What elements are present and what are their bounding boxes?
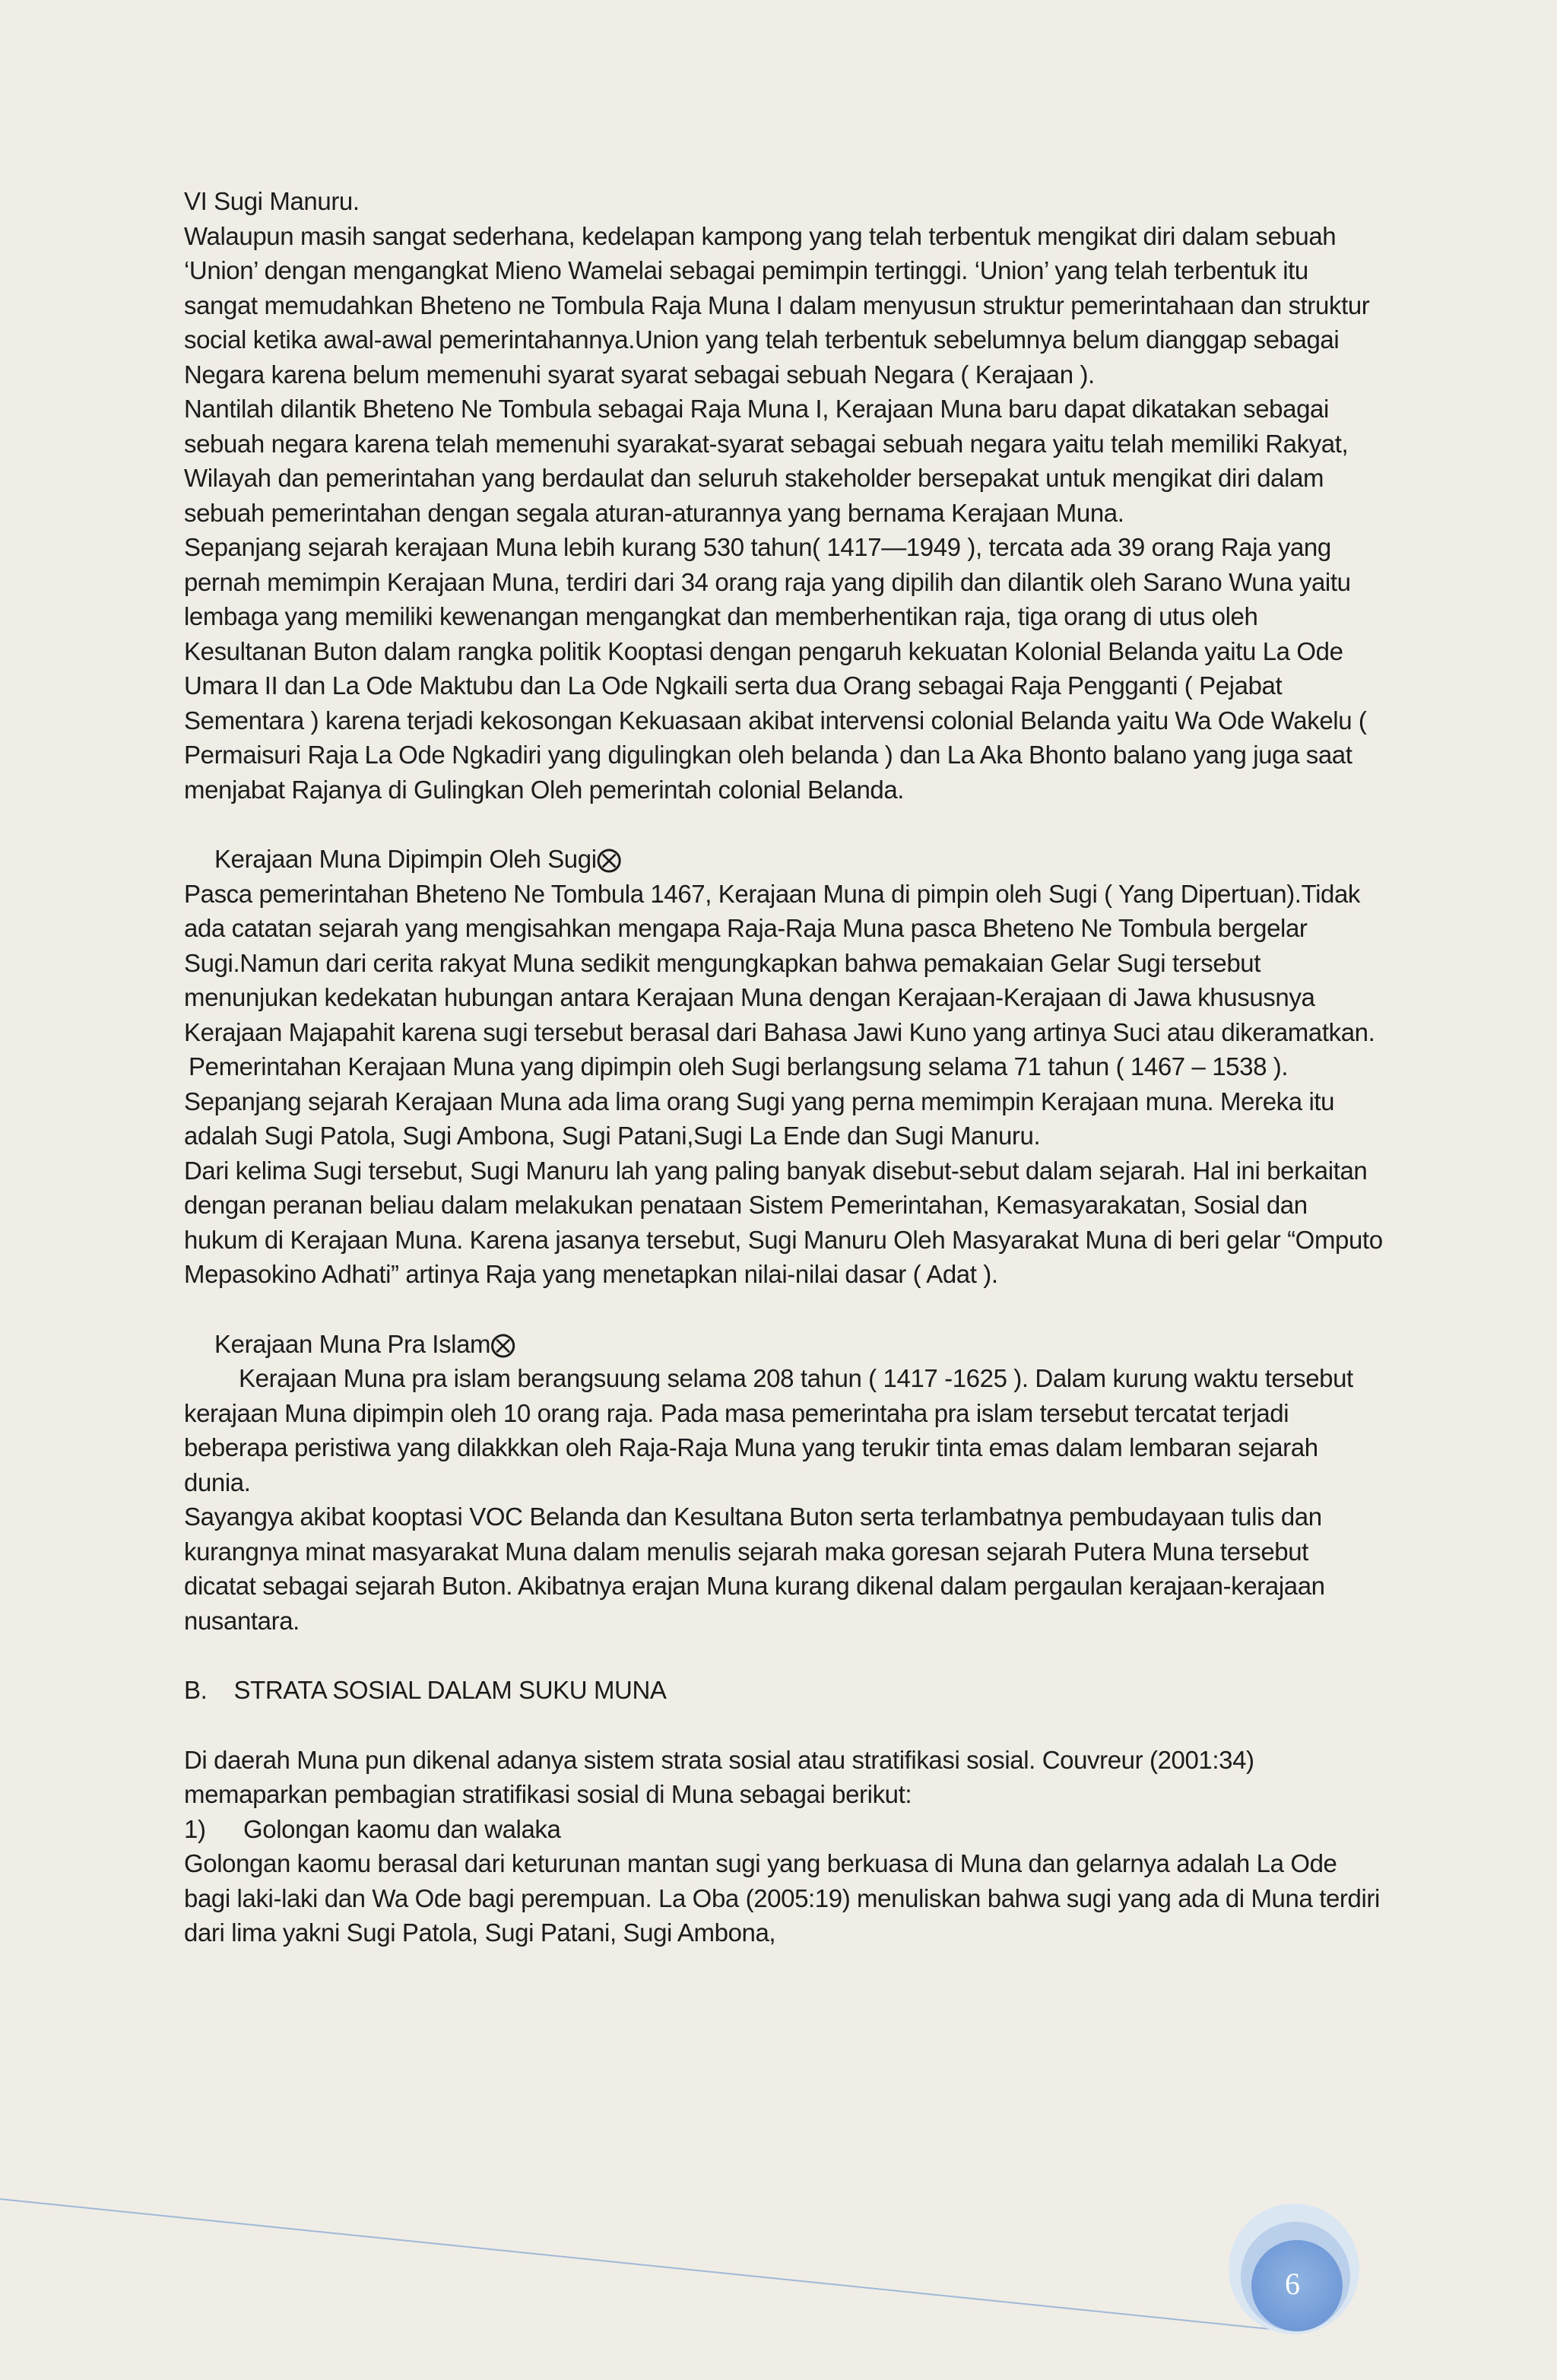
footer-rule-line <box>0 2199 1292 2331</box>
spacer <box>184 1708 1384 1743</box>
list-item-label: Golongan kaomu dan walaka <box>243 1814 561 1843</box>
paragraph-heading-vi-sugi-manuru: VI Sugi Manuru. <box>184 187 360 215</box>
paragraph-pra-islam: Kerajaan Muna pra islam berangsuung selama 208 tahun ( 1417 -1625 ). Dalam kurung waktu tersebut kerajaan Muna dipimpin oleh 10 orang raja. Pada masa pemerintaha pra islam tersebut tercatat terjadi beberapa peristiwa yang dilakkkan oleh Raja-Raja Muna yang terukir tinta emas dalam lembaran sejarah dunia. <box>184 1364 1353 1496</box>
list-item-1 <box>184 1812 1384 1847</box>
spacer <box>184 1292 1384 1327</box>
paragraph-pasca-pemerintahan: Pasca pemerintahan Bheteno Ne Tombula 1467, Kerajaan Muna di pimpin oleh Sugi ( Yang Dipertuan).Tidak ada catatan sejarah yang mengisahkan mengapa Raja-Raja Muna pasca Bheteno Ne Tombula bergelar Sugi.Namun dari cerita rakyat Muna sedikit mengungkapkan bahwa pemakaian Gelar Sugi tersebut menunjukan kedekatan hubungan antara Kerajaan Muna dengan Kerajaan-Kerajaan di Jawa khususnya Kerajaan Majapahit karena sugi tersebut berasal dari Bahasa Jawi Kuno yang artinya Suci atau dikeramatkan. <box>184 879 1375 1046</box>
paragraph-union: Walaupun masih sangat sederhana, kedelapan kampong yang telah terbentuk mengikat diri dalam sebuah ‘Union’ dengan mengangkat Mieno Wamelai sebagai pemimpin tertinggi. ‘Union’ yang telah terbentuk itu sangat memudahkan Bheteno ne Tombula Raja Muna I dalam menyusun struktur pemerintahaan dan struktur social ketika awal-awal pemerintahannya.Union yang telah terbentuk sebelumnya belum dianggap sebagai Negara karena belum memenuhi syarat syarat sebagai sebuah Negara ( Kerajaan ). <box>184 221 1370 389</box>
spacer <box>184 1638 1384 1673</box>
paragraph-golongan-kaomu: Golongan kaomu berasal dari keturunan mantan sugi yang berkuasa di Muna dan gelarnya adalah La Ode bagi laki-laki dan Wa Ode bagi perempuan. La Oba (2005:19) menuliskan bahwa sugi yang ada di Muna terdiri dari lima yakni Sugi Patola, Sugi Patani, Sugi Ambona, <box>184 1849 1380 1947</box>
paragraph-nantilah: Nantilah dilantik Bheteno Ne Tombula sebagai Raja Muna I, Kerajaan Muna baru dapat dikatakan sebagai sebuah negara karena telah memenuhi syarakat-syarat sebagai sebuah negara yaitu telah memiliki Rakyat, Wilayah dan pemerintahan yang berdaulat dan seluruh stakeholder bersepakat untuk mengikat diri dalam sebuah pemerintahan dengan segala aturan-aturannya yang bernama Kerajaan Muna. <box>184 395 1349 527</box>
document-body <box>184 184 1384 1950</box>
subheading-pra-islam: Kerajaan Muna Pra Islam⨂ <box>214 1329 515 1358</box>
paragraph-sepanjang-sejarah: Sepanjang sejarah kerajaan Muna lebih kurang 530 tahun( 1417—1949 ), tercata ada 39 orang Raja yang pernah memimpin Kerajaan Muna, terdiri dari 34 orang raja yang dipilih dan dilantik oleh Sarano Wuna yaitu lembaga yang memiliki kewenangan mengangkat dan memberhentikan raja, tiga orang di utus oleh Kesultanan Buton dalam rangka politik Kooptasi dengan pengaruh kekuatan Kolonial Belanda yaitu La Ode Umara II dan La Ode Maktubu dan La Ode Ngkaili serta dua Orang sebagai Raja Pengganti ( Pejabat Sementara ) karena terjadi kekosongan Kekuasaan akibat intervensi colonial Belanda yaitu Wa Ode Wakelu ( Permaisuri Raja La Ode Ngkadiri yang digulingkan oleh belanda ) dan La Aka Bhonto balano yang juga saat menjabat Rajanya di Gulingkan Oleh pemerintah colonial Belanda. <box>184 533 1367 804</box>
list-number: 1) <box>184 1814 206 1843</box>
paragraph-kelima-sugi: Dari kelima Sugi tersebut, Sugi Manuru lah yang paling banyak disebut-sebut dalam sejarah. Hal ini berkaitan dengan peranan beliau dalam melakukan penataan Sistem Pemerintahan, Kemasyarakatan, Sosial dan hukum di Kerajaan Muna. Karena jasanya tersebut, Sugi Manuru Oleh Masyarakat Muna di beri gelar “Omputo Mepasokino Adhati” artinya Raja yang menetapkan nilai-nilai dasar ( Adat ). <box>184 1156 1383 1288</box>
paragraph-pemerintahan-sugi: Pemerintahan Kerajaan Muna yang dipimpin oleh Sugi berlangsung selama 71 tahun ( 1467 – 1538 ). Sepanjang sejarah Kerajaan Muna ada lima orang Sugi yang perna memimpin Kerajaan muna. Mereka itu adalah Sugi Patola, Sugi Ambona, Sugi Patani,Sugi La Ende dan Sugi Manuru. <box>184 1052 1335 1150</box>
spacer <box>184 807 1384 842</box>
paragraph-sayangya: Sayangya akibat kooptasi VOC Belanda dan Kesultana Buton serta terlambatnya pembudayaan tulis dan kurangnya minat masyarakat Muna dalam menulis sejarah maka goresan sejarah Putera Muna tersebut dicatat sebagai sejarah Buton. Akibatnya erajan Muna kurang dikenal dalam pergaulan kerajaan-kerajaan nusantara. <box>184 1503 1325 1635</box>
paragraph-strata-intro: Di daerah Muna pun dikenal adanya sistem strata sosial atau stratifikasi sosial. Couvreur (2001:34) memaparkan pembagian stratifikasi sosial di Muna sebagai berikut: <box>184 1745 1254 1808</box>
subheading-dipimpin-oleh-sugi: Kerajaan Muna Dipimpin Oleh Sugi⨂ <box>214 845 622 873</box>
section-heading-strata-sosial: B. STRATA SOSIAL DALAM SUKU MUNA <box>184 1676 667 1704</box>
page-number: 6 <box>1285 2267 1300 2301</box>
